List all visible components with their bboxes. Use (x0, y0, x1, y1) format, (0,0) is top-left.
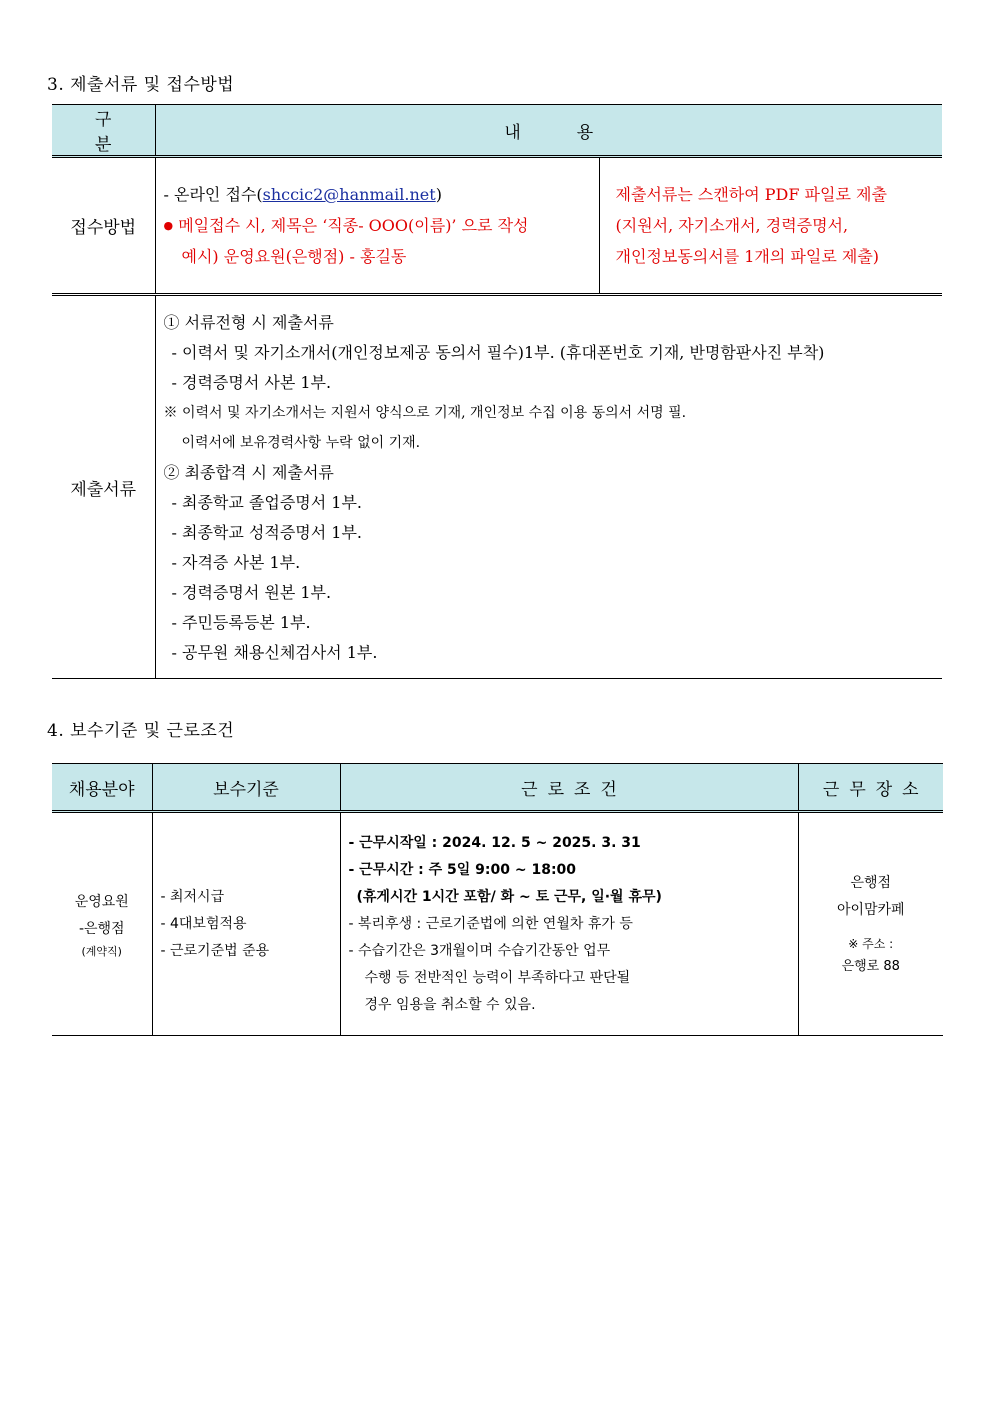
note: ※ 이력서 및 자기소개서는 지원서 양식으로 기재, 개인정보 수집 이용 동의서 서명 필. (163, 405, 687, 421)
list-item: - 4대보험적용 (160, 915, 247, 932)
bullet-icon: ● (163, 219, 174, 232)
section4-title: 4. 보수기준 및 근로조건 (47, 721, 235, 741)
documents-content (155, 296, 942, 679)
header-content: 내용 (155, 105, 942, 157)
documents-label: 제출서류 (52, 296, 155, 679)
list-item: - 경력증명서 원본 1부. (171, 583, 332, 602)
field-cell: 운영요원 -은행점 (계약직) (52, 813, 152, 1036)
list-item: - 최저시급 (160, 888, 225, 905)
list-item: - 최종학교 졸업증명서 1부. (171, 493, 362, 512)
section3-title: 3. 제출서류 및 접수방법 (47, 75, 235, 95)
header-pay: 보수기준 (152, 764, 340, 812)
list-item: - 경력증명서 사본 1부. (171, 373, 332, 392)
note: 이력서에 보유경력사항 누락 없이 기재. (181, 435, 421, 451)
header-place: 근무장소 (798, 764, 943, 812)
method-note: 제출서류는 스캔하여 PDF 파일로 제출 (지원서, 자기소개서, 경력증명서, 개인정보동의서를 1개의 파일로 제출) (615, 185, 887, 266)
conditions-table (52, 763, 943, 1036)
list-item: - 자격증 사본 1부. (171, 553, 301, 572)
list-item: - 이력서 및 자기소개서(개인정보제공 동의서 필수)1부. (휴대폰번호 기재, 반명함판사진 부착) (171, 343, 825, 362)
conditions-cell: - 근무시작일 : 2024. 12. 5 ~ 2025. 3. 31 - 근무시간 : 주 5일 9:00 ~ 18:00 (휴게시간 1시간 포함/ 화 ~ 토 근무, 일·월 휴무) - 복리후생 : 근로기준법에 의한 연월차 휴가 등 - 수습기간은 3개월이며 수습기간동안 업무 수행 등 전반적인 능력이 부족하다고 판단될 경우 임용을 취소할 수 있음. (340, 813, 798, 1036)
list-item: - 주민등록등본 1부. (171, 613, 311, 632)
email-link[interactable]: shccic2@hanmail.net (262, 185, 436, 204)
pay-cell (152, 813, 340, 1036)
group2-title: ② 최종합격 시 제출서류 (163, 463, 334, 482)
list-item: - 공무원 채용신체검사서 1부. (171, 643, 378, 662)
method-content: - 온라인 접수(shccic2@hanmail.net) ● 메일접수 시, 제목은 ‘직종- OOO(이름)’ 으로 작성 예시) 운영요원(은행점) - 홍길동 (155, 158, 599, 295)
method-label: 접수방법 (52, 158, 155, 295)
list-item: - 최종학교 성적증명서 1부. (171, 523, 362, 542)
group1-title: ① 서류전형 시 제출서류 (163, 313, 334, 332)
header-field: 채용분야 (52, 764, 152, 812)
header-category: 구분 (52, 105, 155, 157)
documents-table (52, 104, 942, 679)
list-item: - 근로기준법 준용 (160, 942, 270, 959)
header-conditions: 근로조건 (340, 764, 798, 812)
place-cell: 은행점 아이맘카페 ※ 주소 : 은행로 88 (798, 813, 943, 1036)
